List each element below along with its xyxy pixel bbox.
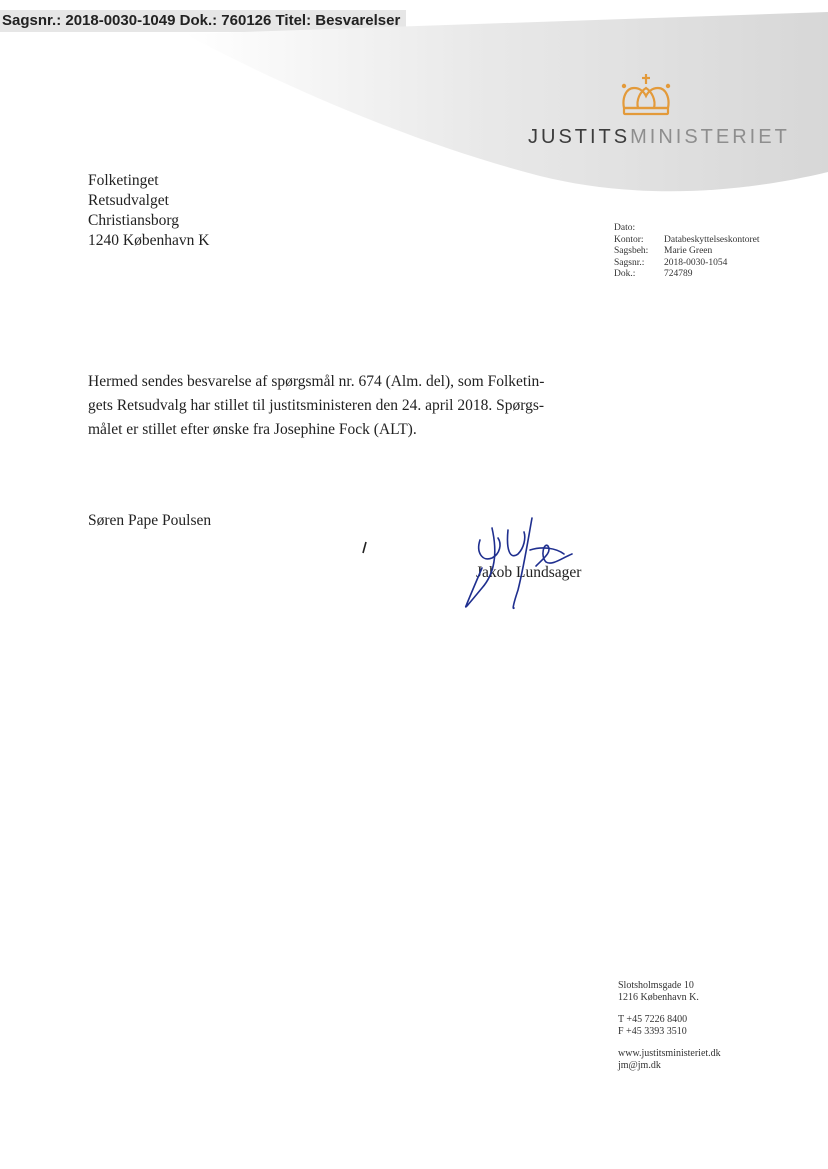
- meta-value: 2018-0030-1054: [664, 257, 728, 268]
- body-line: Hermed sendes besvarelse af spørgsmål nr. 674 (Alm. del), som Folketin-: [88, 373, 545, 390]
- meta-value: 724789: [664, 269, 693, 279]
- footer-phone-fax: [618, 1014, 721, 1038]
- pen-mark: [360, 540, 370, 556]
- footer-address-line: Slotsholmsgade 10: [618, 980, 694, 991]
- case-header: Sagsnr.: 2018-0030-1049 Dok.: 760126 Titel: Besvarelser: [0, 10, 406, 32]
- document-metadata: [614, 223, 760, 281]
- ministry-footer: [618, 980, 721, 1082]
- ministry-name-part2: MINISTERIET: [630, 126, 790, 148]
- recipient-line: 1240 København K: [88, 232, 210, 249]
- meta-row-case-number: [614, 258, 760, 270]
- handwritten-signature: [452, 510, 592, 620]
- footer-website-link[interactable]: www.justitsministeriet.dk: [618, 1048, 721, 1059]
- meta-label: Kontor:: [614, 234, 644, 245]
- meta-row-document: [614, 269, 760, 281]
- footer-address: [618, 980, 721, 1004]
- meta-row-office: [614, 235, 760, 247]
- meta-row-date: [614, 223, 760, 235]
- minister-name: Søren Pape Poulsen: [88, 512, 212, 529]
- body-line: målet er stillet efter ønske fra Josephine Fock (ALT).: [88, 421, 417, 438]
- ministry-name-part1: JUSTITS: [528, 126, 631, 148]
- meta-label: Dato:: [614, 223, 636, 233]
- meta-label: Sagsbeh:: [614, 246, 649, 256]
- meta-label: Dok.:: [614, 269, 636, 279]
- meta-value: Databeskyttelseskontoret: [664, 234, 760, 245]
- official-name: Jakob Lundsager: [476, 564, 582, 581]
- footer-address-line: 1216 København K.: [618, 992, 699, 1003]
- footer-fax: F +45 3393 3510: [618, 1026, 687, 1037]
- letter-body: [88, 370, 608, 442]
- footer-email-link[interactable]: jm@jm.dk: [618, 1060, 661, 1071]
- meta-value: Marie Green: [664, 246, 713, 256]
- crown-icon: [618, 72, 674, 118]
- meta-row-handler: [614, 246, 760, 258]
- meta-label: Sagsnr.:: [614, 257, 645, 268]
- recipient-line: Retsudvalget: [88, 192, 169, 209]
- body-line: gets Retsudvalg har stillet til justitsministeren den 24. april 2018. Spørgs-: [88, 397, 545, 414]
- recipient-line: Christiansborg: [88, 212, 179, 229]
- footer-phone: T +45 7226 8400: [618, 1014, 688, 1025]
- recipient-line: Folketinget: [88, 172, 159, 189]
- recipient-address: [88, 171, 209, 251]
- ministry-name: [528, 126, 790, 149]
- letterhead-swoosh: [0, 0, 828, 200]
- footer-contact: [618, 1048, 721, 1072]
